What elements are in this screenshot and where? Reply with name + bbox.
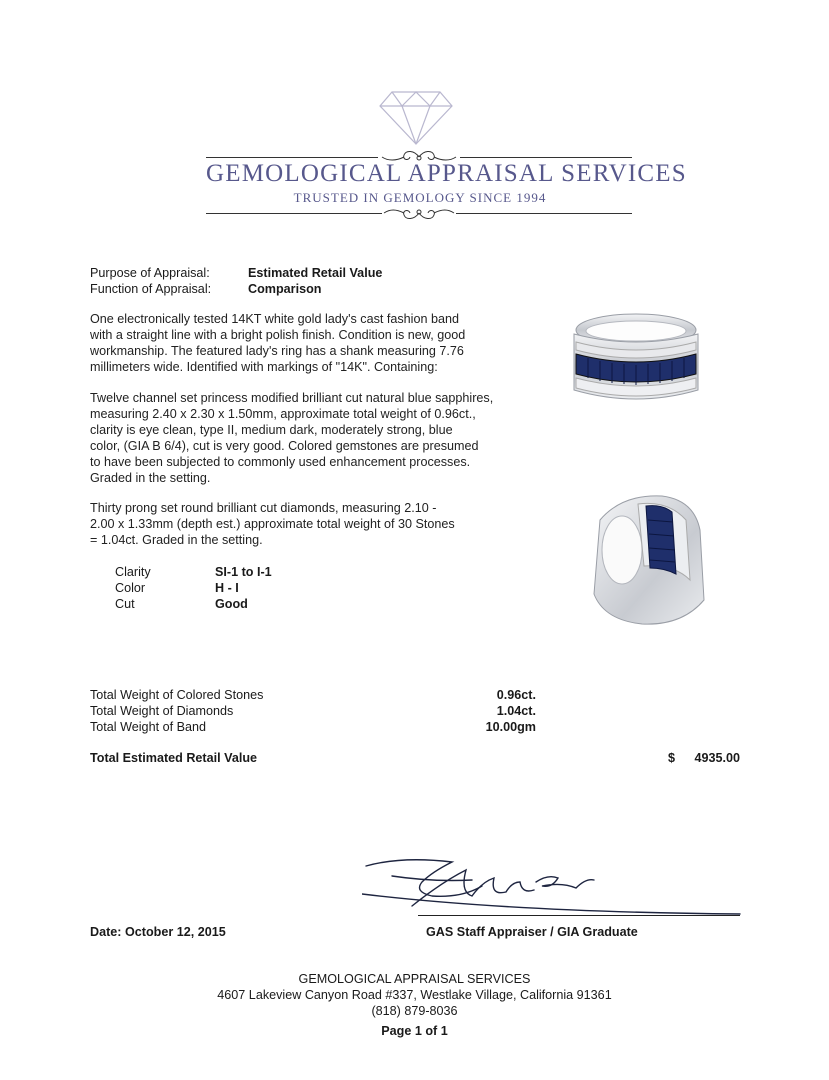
grading-label: Color <box>115 581 146 595</box>
diamond-logo-icon <box>378 90 454 146</box>
grading-value: H - I <box>215 581 239 595</box>
weight-label-diamonds: Total Weight of Diamonds <box>90 704 234 718</box>
header-rule-top <box>206 157 378 158</box>
header-rule-bottom <box>206 213 382 214</box>
footer-phone: (818) 879-8036 <box>371 1004 458 1018</box>
weight-value-colored: 0.96ct. <box>496 688 536 702</box>
diamond-line: = 1.04ct. Graded in the setting. <box>90 533 263 547</box>
appraisal-date: Date: October 12, 2015 <box>90 925 226 939</box>
header <box>0 0 829 230</box>
appraiser-signature <box>362 852 742 922</box>
appraiser-title: GAS Staff Appraiser / GIA Graduate <box>426 925 638 939</box>
diamond-description <box>90 500 530 548</box>
signature-line <box>418 915 740 916</box>
footer-company: GEMOLOGICAL APPRAISAL SERVICES <box>298 972 531 986</box>
weight-value-band: 10.00gm <box>485 720 536 734</box>
grading-table <box>115 564 315 612</box>
total-label: Total Estimated Retail Value <box>90 751 258 765</box>
header-rule-top-right <box>460 157 632 158</box>
grading-row <box>115 580 315 596</box>
band-line: One electronically tested 14KT white gold lady's cast fashion band <box>90 312 460 326</box>
band-description <box>90 311 530 375</box>
purpose-value: Estimated Retail Value <box>248 266 383 280</box>
diamond-line: Thirty prong set round brilliant cut diamonds, measuring 2.10 - <box>90 501 437 515</box>
sapphire-description <box>90 390 530 486</box>
function-value: Comparison <box>248 282 322 296</box>
weight-value-diamonds: 1.04ct. <box>496 704 536 718</box>
sapphire-line: color, (GIA B 6/4), cut is very good. Colored gemstones are presumed <box>90 439 479 453</box>
band-line: workmanship. The featured lady's ring has a shank measuring 7.76 <box>90 344 464 358</box>
purpose-label: Purpose of Appraisal: <box>90 266 210 280</box>
page-number: Page 1 of 1 <box>381 1024 448 1038</box>
grading-value: SI-1 to I-1 <box>215 565 272 579</box>
flourish-bottom-icon <box>382 205 456 221</box>
sapphire-line: to have been subjected to commonly used enhancement processes. <box>90 455 471 469</box>
sapphire-line: Twelve channel set princess modified brilliant cut natural blue sapphires, <box>90 391 494 405</box>
function-label: Function of Appraisal: <box>90 282 212 296</box>
ring-photo-side <box>582 490 712 630</box>
total-currency: $ <box>668 751 676 765</box>
header-rule-bottom-right <box>456 213 632 214</box>
grading-value: Good <box>215 597 248 611</box>
sapphire-line: measuring 2.40 x 2.30 x 1.50mm, approximate total weight of 0.96ct., <box>90 407 476 421</box>
total-value: 4935.00 <box>694 751 740 765</box>
grading-row <box>115 596 315 612</box>
brand-tagline: TRUSTED IN GEMOLOGY SINCE 1994 <box>293 190 547 205</box>
sapphire-line: Graded in the setting. <box>90 471 211 485</box>
brand-name: GEMOLOGICAL APPRAISAL SERVICES <box>206 160 687 187</box>
diamond-line: 2.00 x 1.33mm (depth est.) approximate total weight of 30 Stones <box>90 517 455 531</box>
grading-label: Cut <box>115 597 135 611</box>
band-line: with a straight line with a bright polish finish. Condition is new, good <box>90 328 466 342</box>
grading-label: Clarity <box>115 565 151 579</box>
ring-photo-front <box>566 308 706 408</box>
grading-row <box>115 564 315 580</box>
band-line: millimeters wide. Identified with markings of "14K". Containing: <box>90 360 438 374</box>
weight-label-colored: Total Weight of Colored Stones <box>90 688 264 702</box>
footer-address: 4607 Lakeview Canyon Road #337, Westlake Village, California 91361 <box>217 988 612 1002</box>
weight-label-band: Total Weight of Band <box>90 720 206 734</box>
sapphire-line: clarity is eye clean, type II, medium dark, moderately strong, blue <box>90 423 453 437</box>
